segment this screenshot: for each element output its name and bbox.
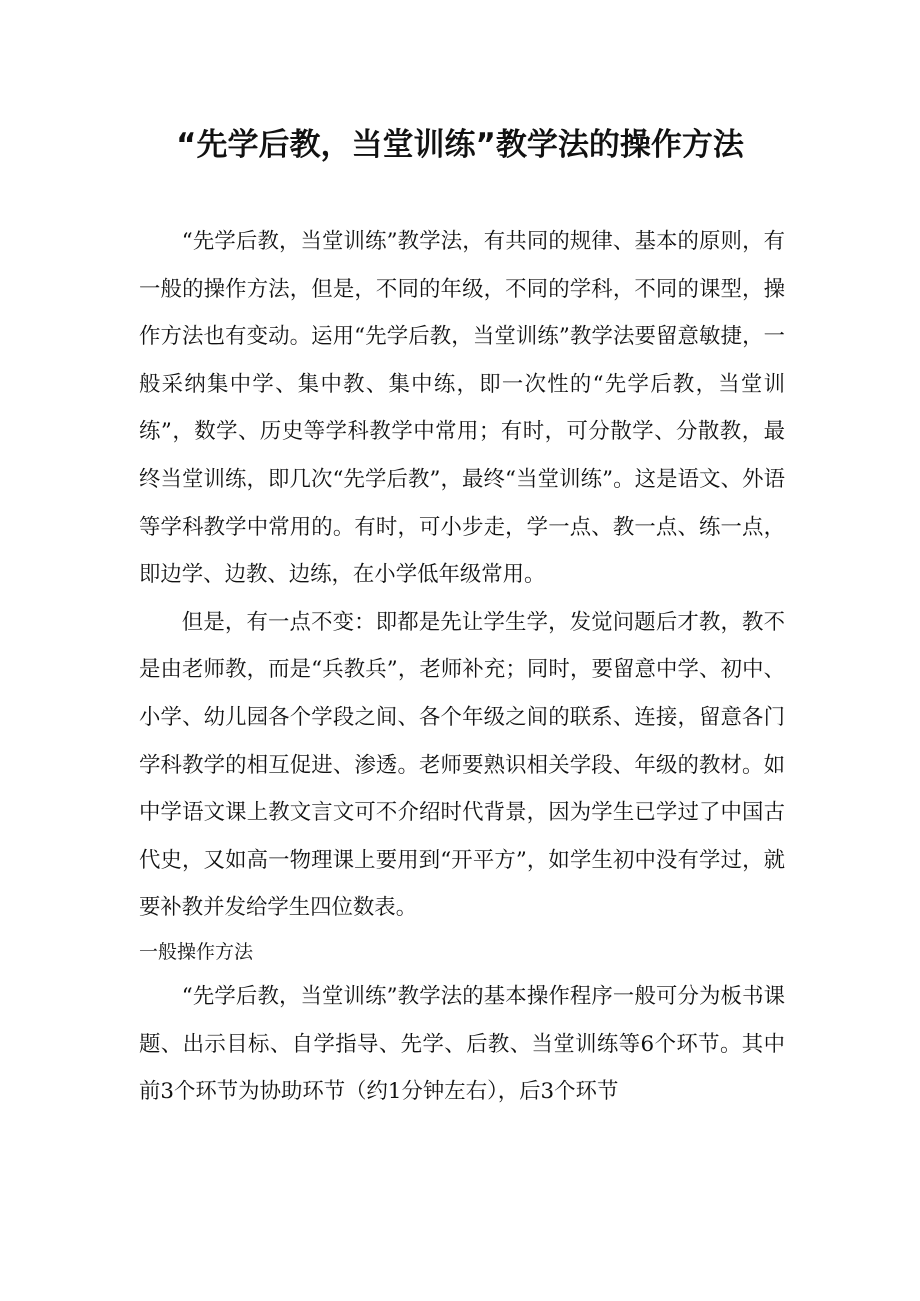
paragraph-3: “先学后教，当堂训练”教学法的基本操作程序一般可分为板书课题、出示目标、自学指导、先学、后教、当堂训练等6个环节。其中前3个环节为协助环节（约1分钟左右），后3个环节	[139, 983, 785, 1105]
paragraph-2: 但是，有一点不变：即都是先让学生学，发觉问题后才教，教不是由老师教，而是“兵教兵”，老师补充；同时，要留意中学、初中、小学、幼儿园各个学段之间、各个年级之间的联系、连接，留意各门学科教学的相互促进、渗透。老师要熟识相关学段、年级的教材。如中学语文课上教文言文可不介绍时代背景，因为学生已学过了中国古代史，又如高一物理课上要用到“开平方”，如学生初中没有学过，就要补教并发给学生四位数表。	[139, 609, 785, 921]
document-body	[139, 218, 785, 1116]
section-heading: 一般操作方法	[139, 940, 254, 963]
document-title: “先学后教，当堂训练”教学法的操作方法	[176, 127, 744, 163]
paragraph-1: “先学后教，当堂训练”教学法，有共同的规律、基本的原则，有一般的操作方法，但是，不同的年级，不同的学科，不同的课型，操作方法也有变动。运用“先学后教，当堂训练”教学法要留意敏捷，一般采纳集中学、集中教、集中练，即一次性的“先学后教，当堂训练”，数学、历史等学科教学中常用；有时，可分散学、分散教，最终当堂训练，即几次“先学后教”，最终“当堂训练”。这是语文、外语等学科教学中常用的。有时，可小步走，学一点、教一点、练一点，即边学、边教、边练，在小学低年级常用。	[139, 229, 785, 588]
